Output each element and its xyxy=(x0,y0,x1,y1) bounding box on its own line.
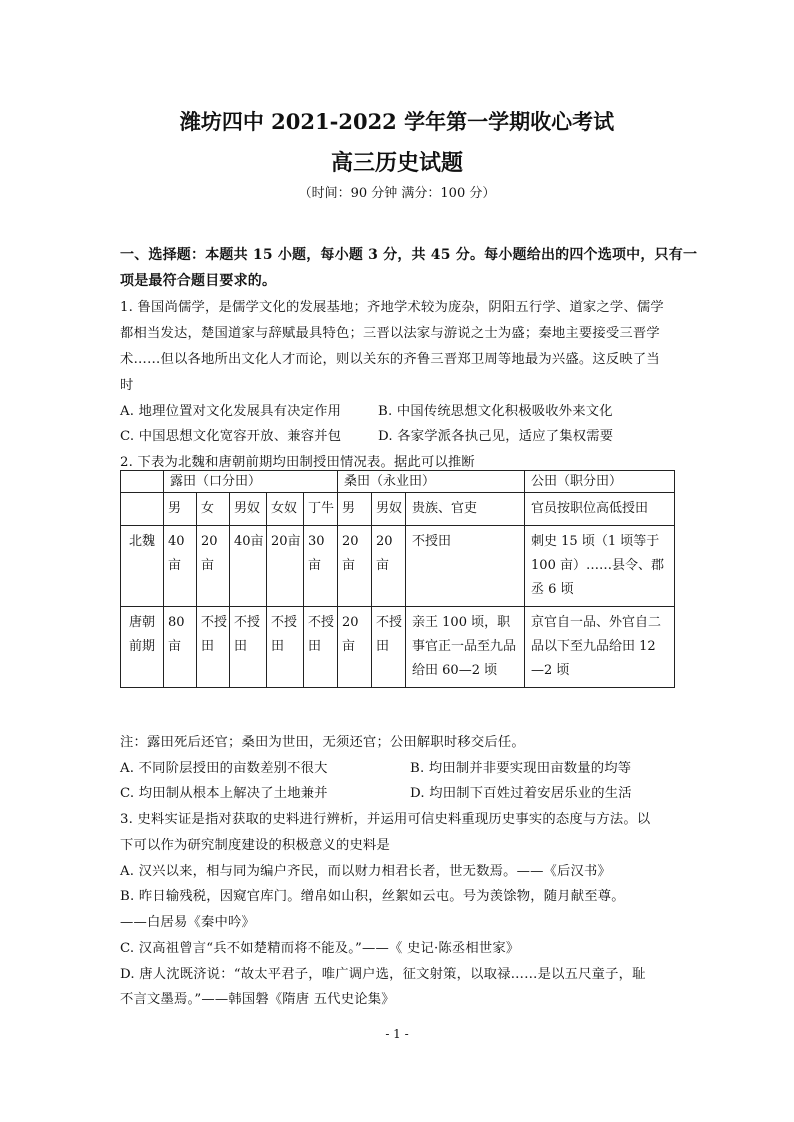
section-instruction: 一、选择题：本题共 15 小题，每小题 3 分，共 45 分。每小题给出的四个选项中，只有一 xyxy=(120,247,698,263)
question-3-option-b-source: ——白居易《秦中吟》 xyxy=(120,915,255,930)
table-cell: 40亩 xyxy=(230,526,267,607)
table-cell: 20亩 xyxy=(372,526,406,607)
table-cell: 不授田 xyxy=(267,607,304,688)
table-cell: 20亩 xyxy=(338,526,372,607)
table-subheader: 官员按职位高低授田 xyxy=(525,493,675,526)
question-1-stem: 术……但以各地所出文化人才而论，则以关东的齐鲁三晋郑卫周等地最为兴盛。这反映了当 xyxy=(120,352,660,367)
table-subheader: 男奴 xyxy=(230,493,267,526)
question-1-stem: 都相当发达，楚国道家与辞赋最具特色；三晋以法家与游说之士为盛；秦地主要接受三晋学 xyxy=(120,326,660,341)
question-3-option-d: D. 唐人沈既济说：“故太平君子，唯广调户选，征文射策，以取禄……是以五尺童子，耻 xyxy=(120,967,646,982)
exam-title: 潍坊四中 2021-2022 学年第一学期收心考试 xyxy=(179,109,615,134)
table-cell: 40亩 xyxy=(164,526,197,607)
table-subheader: 男 xyxy=(164,493,197,526)
question-1-option-d: D. 各家学派各执己见，适应了集权需要 xyxy=(378,429,614,444)
table-row xyxy=(121,607,675,688)
question-3-option-d-cont: 不言文墨焉。”——韩国磐《隋唐 五代史论集》 xyxy=(120,992,395,1007)
question-1-option-c: C. 中国思想文化宽容开放、兼容并包 xyxy=(120,429,342,444)
question-3-stem: 3. 史料实证是指对获取的史料进行辨析，并运用可信史料重现历史事实的态度与方法。以 xyxy=(120,812,651,827)
question-3-option-b: B. 昨日输残税，因窥官库门。缯帛如山积，丝絮如云屯。号为羡馀物，随月献至尊。 xyxy=(120,889,625,904)
question-2-option-b: B. 均田制并非要实现田亩数量的均等 xyxy=(410,761,632,776)
table-cell: 刺史 15 顷（1 顷等于 100 亩）……县令、郡丞 6 顷 xyxy=(525,526,675,607)
question-2-option-d: D. 均田制下百姓过着安居乐业的生活 xyxy=(410,786,632,801)
table-cell: 不授田 xyxy=(372,607,406,688)
question-2-stem: 2. 下表为北魏和唐朝前期均田制授田情况表。据此可以推断 xyxy=(120,455,475,470)
table-cell: 不授田 xyxy=(230,607,267,688)
table-cell: 亲王 100 顷，职事官正一品至九品给田 60—2 顷 xyxy=(406,607,525,688)
question-3-option-c: C. 汉高祖曾言“兵不如楚精而将不能及。”——《 史记·陈丞相世家》 xyxy=(120,941,520,956)
table-cell: 不授田 xyxy=(406,526,525,607)
table-cell: 20亩 xyxy=(338,607,372,688)
table-subheader: 贵族、官吏 xyxy=(406,493,525,526)
question-2-note: 注：露田死后还官；桑田为世田，无须还官；公田解职时移交后任。 xyxy=(120,735,525,750)
question-2-option-c: C. 均田制从根本上解决了土地兼并 xyxy=(120,786,328,801)
table-subheader: 男奴 xyxy=(372,493,406,526)
land-grant-table xyxy=(120,470,675,688)
table-row-label: 唐朝前期 xyxy=(121,607,164,688)
table-corner-cell xyxy=(121,493,164,526)
table-group-header: 露田（口分田） xyxy=(164,471,338,493)
table-row-label: 北魏 xyxy=(121,526,164,607)
table-cell: 20亩 xyxy=(267,526,304,607)
question-1-option-a: A. 地理位置对文化发展具有决定作用 xyxy=(120,404,342,419)
table-header-row xyxy=(121,471,675,493)
question-1-stem: 1. 鲁国尚儒学，是儒学文化的发展基地；齐地学术较为庞杂，阴阳五行学、道家之学、儒学 xyxy=(120,300,664,315)
question-1-stem: 时 xyxy=(120,378,134,393)
question-3-option-a: A. 汉兴以来，相与同为编户齐民，而以财力相君长者，世无数焉。——《后汉书》 xyxy=(120,864,612,879)
table-group-header: 公田（职分田） xyxy=(525,471,675,493)
table-subheader-row xyxy=(121,493,675,526)
page-number: - 1 - xyxy=(385,1027,409,1041)
table-cell: 不授田 xyxy=(304,607,338,688)
question-2-option-a: A. 不同阶层授田的亩数差别不很大 xyxy=(120,761,328,776)
table-subheader: 丁牛 xyxy=(304,493,338,526)
table-cell: 不授田 xyxy=(197,607,230,688)
table-group-header: 桑田（永业田） xyxy=(338,471,525,493)
table-cell: 80亩 xyxy=(164,607,197,688)
exam-meta: （时间：90 分钟 满分：100 分） xyxy=(298,186,496,201)
table-cell: 20亩 xyxy=(197,526,230,607)
section-instruction-cont: 项是最符合题目要求的。 xyxy=(120,273,277,289)
question-1-option-b: B. 中国传统思想文化积极吸收外来文化 xyxy=(378,404,613,419)
table-subheader: 女奴 xyxy=(267,493,304,526)
table-corner-cell xyxy=(121,471,164,493)
table-subheader: 男 xyxy=(338,493,372,526)
table-cell: 30亩 xyxy=(304,526,338,607)
exam-subtitle: 高三历史试题 xyxy=(330,150,463,176)
table-cell: 京官自一品、外官自二品以下至九品给田 12—2 顷 xyxy=(525,607,675,688)
question-3-stem: 下可以作为研究制度建设的积极意义的史料是 xyxy=(120,838,390,853)
table-row xyxy=(121,526,675,607)
table-subheader: 女 xyxy=(197,493,230,526)
